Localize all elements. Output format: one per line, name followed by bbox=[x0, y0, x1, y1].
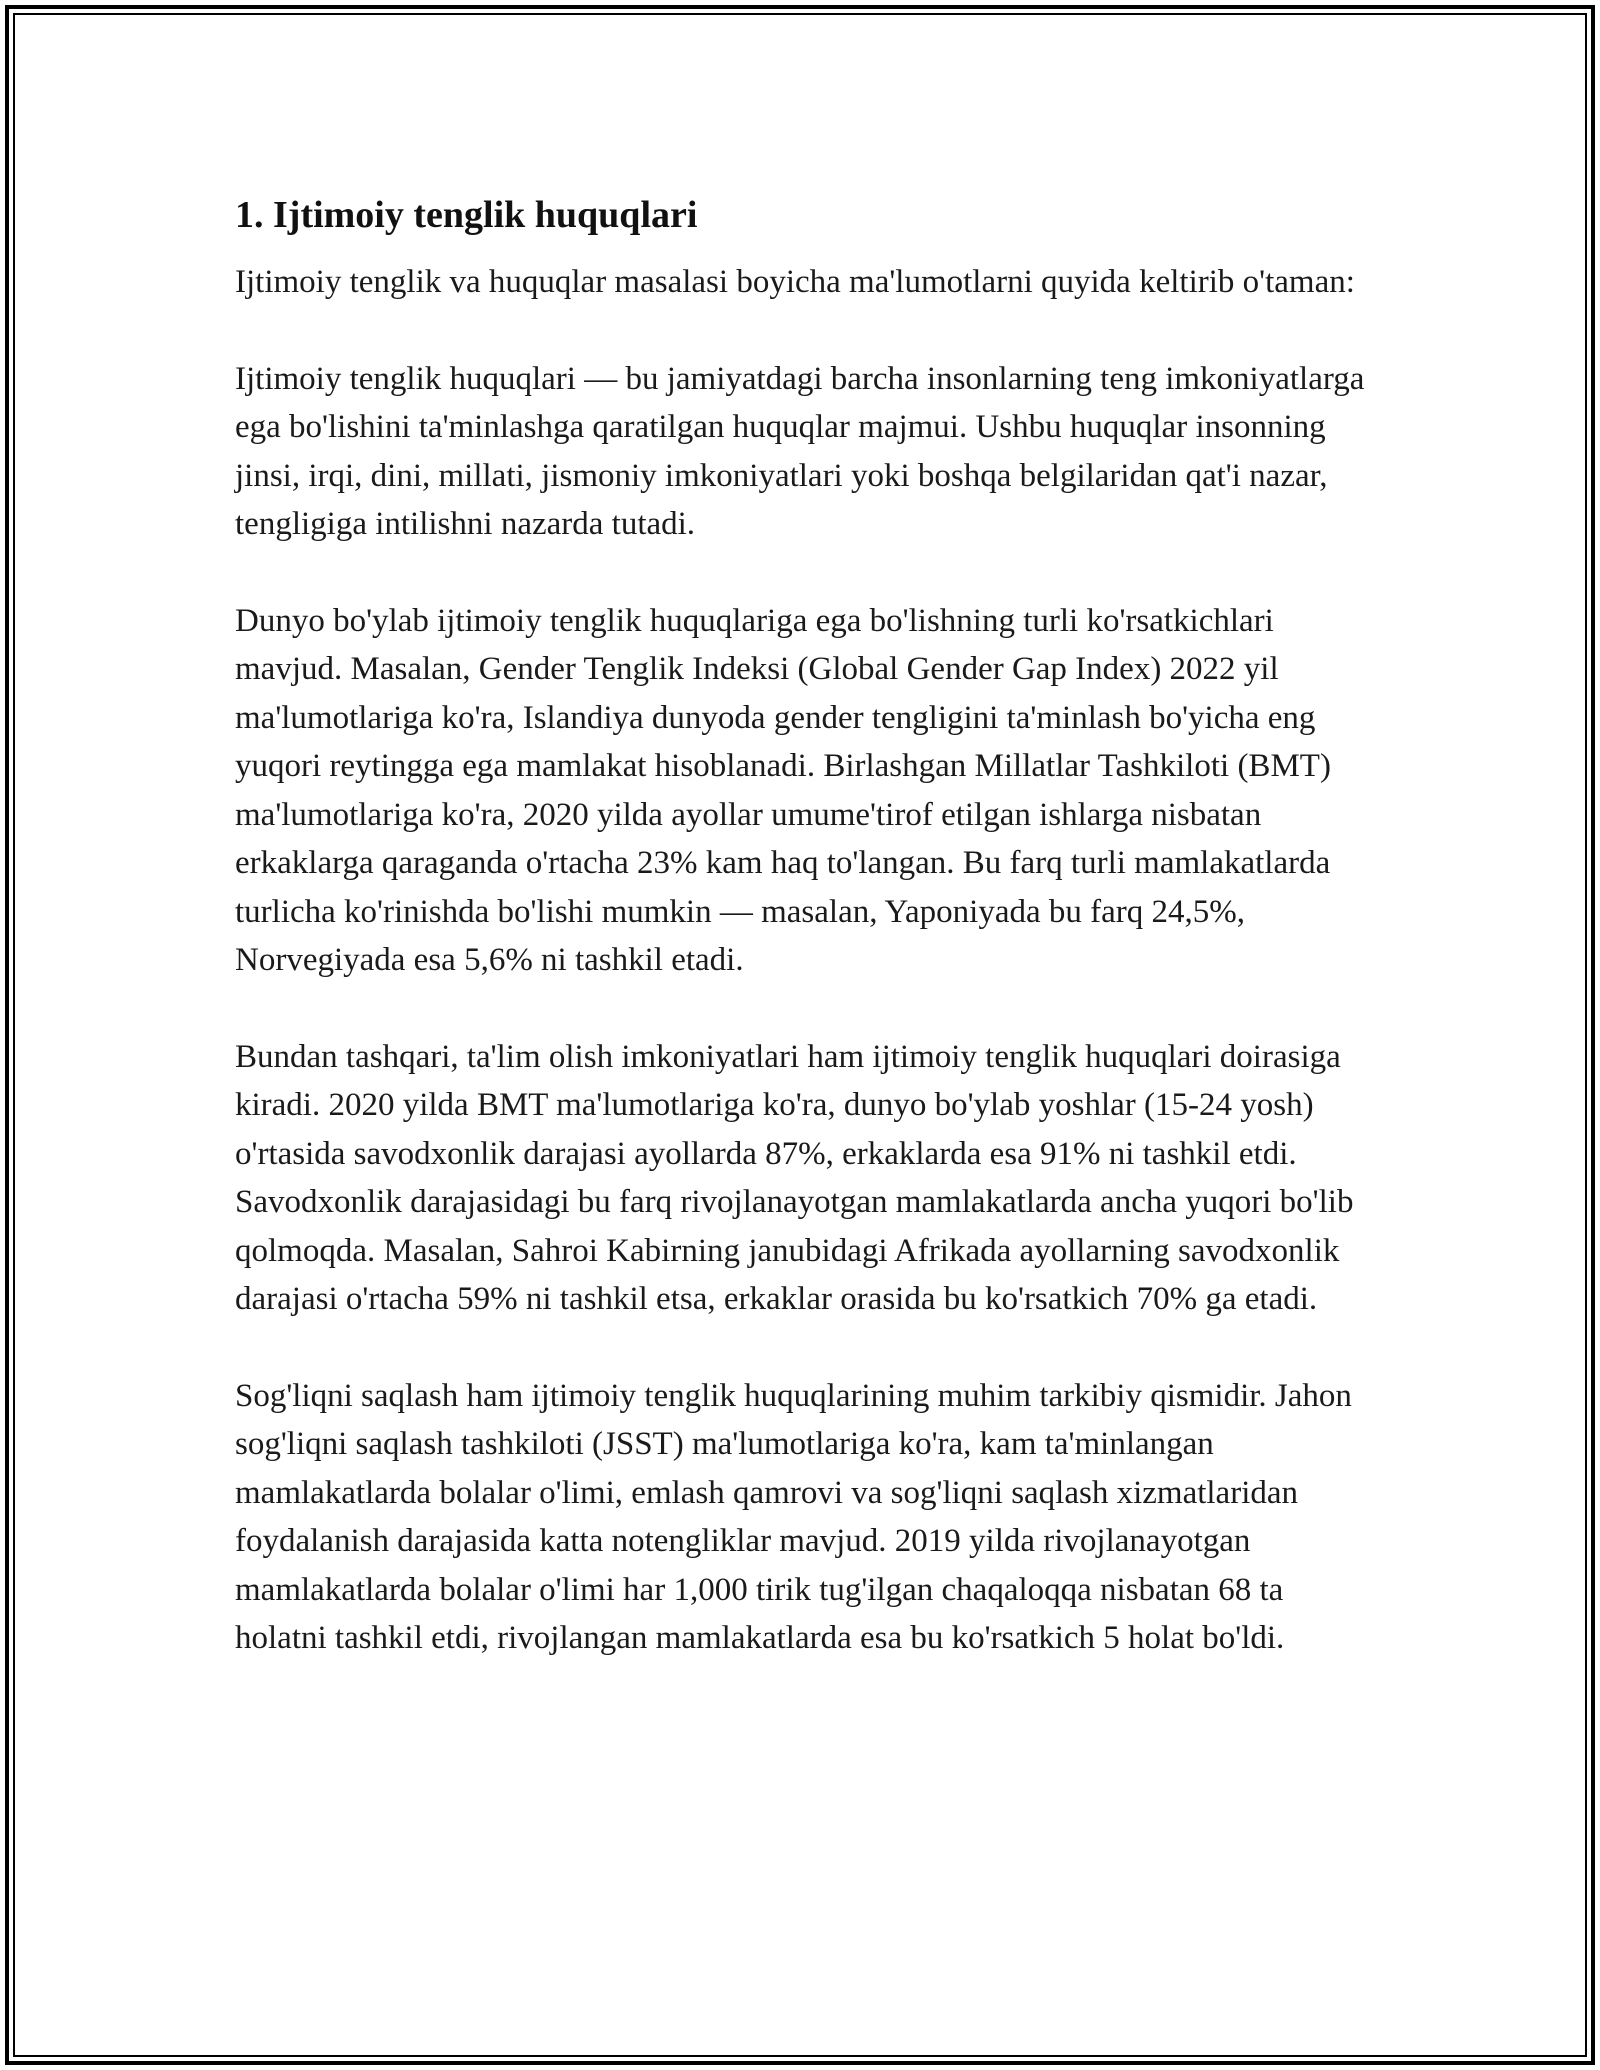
healthcare-paragraph: Sog'liqni saqlash ham ijtimoiy tenglik huquqlarining muhim tarkibiy qismidir. Jahon sog'liqni saqlash tashkiloti (JSST) ma'lumotlariga ko'ra, kam ta'minlangan mamlakatlarda bolalar o'limi, emlash qamrovi va sog'liqni saqlash xizmatlaridan foydalanish darajasida katta notengliklar mavjud. 2019 yilda rivojlanayotgan mamlakatlarda bolalar o'limi har 1,000 tirik tug'ilgan chaqaloqqa nisbatan 68 ta holatni tashkil etdi, rivojlangan mamlakatlarda esa bu ko'rsatkich 5 holat bo'ldi. bbox=[235, 1377, 1352, 1656]
education-paragraph: Bundan tashqari, ta'lim olish imkoniyatlari ham ijtimoiy tenglik huquqlari doirasiga kiradi. 2020 yilda BMT ma'lumotlariga ko'ra, dunyo bo'ylab yoshlar (15-24 yosh) o'rtasida savodxonlik darajasi ayollarda 87%, erkaklarda esa 91% ni tashkil etdi. Savodxonlik darajasidagi bu farq rivojlanayotgan mamlakatlarda ancha yuqori bo'lib qolmoqda. Masalan, Sahroi Kabirning janubidagi Afrikada ayollarning savodxonlik darajasi o'rtacha 59% ni tashkil etsa, erkaklar orasida bu ko'rsatkich 70% ga etadi. bbox=[235, 1038, 1354, 1317]
gender-equality-paragraph: Dunyo bo'ylab ijtimoiy tenglik huquqlariga ega bo'lishning turli ko'rsatkichlari mavjud. Masalan, Gender Tenglik Indeksi (Global Gender Gap Index) 2022 yil ma'lumotlariga ko'ra, Islandiya dunyoda gender tengligini ta'minlash bo'yicha eng yuqori reytingga ega mamlakat hisoblanadi. Birlashgan Millatlar Tashkiloti (BMT) ma'lumotlariga ko'ra, 2020 yilda ayollar umume'tirof etilgan ishlarga nisbatan erkaklarga qaraganda o'rtacha 23% kam haq to'langan. Bu farq turli mamlakatlarda turlicha ko'rinishda bo'lishi mumkin — masalan, Yaponiyada bu farq 24,5%, Norvegiyada esa 5,6% ni tashkil etadi. bbox=[235, 602, 1331, 978]
definition-paragraph: Ijtimoiy tenglik huquqlari — bu jamiyatdagi barcha insonlarning teng imkoniyatlarga ega bo'lishini ta'minlashga qaratilgan huquqlar majmui. Ushbu huquqlar insonning jinsi, irqi, dini, millati, jismoniy imkoniyatlari yoki boshqa belgilaridan qat'i nazar, tengligiga intilishni nazarda tutadi. bbox=[235, 360, 1365, 542]
intro-paragraph: Ijtimoiy tenglik va huquqlar masalasi boyicha ma'lumotlarni quyida keltirib o'taman: bbox=[235, 264, 1355, 300]
document-body bbox=[235, 186, 1375, 1711]
section-heading: 1. Ijtimoiy tenglik huquqlari bbox=[235, 194, 698, 236]
